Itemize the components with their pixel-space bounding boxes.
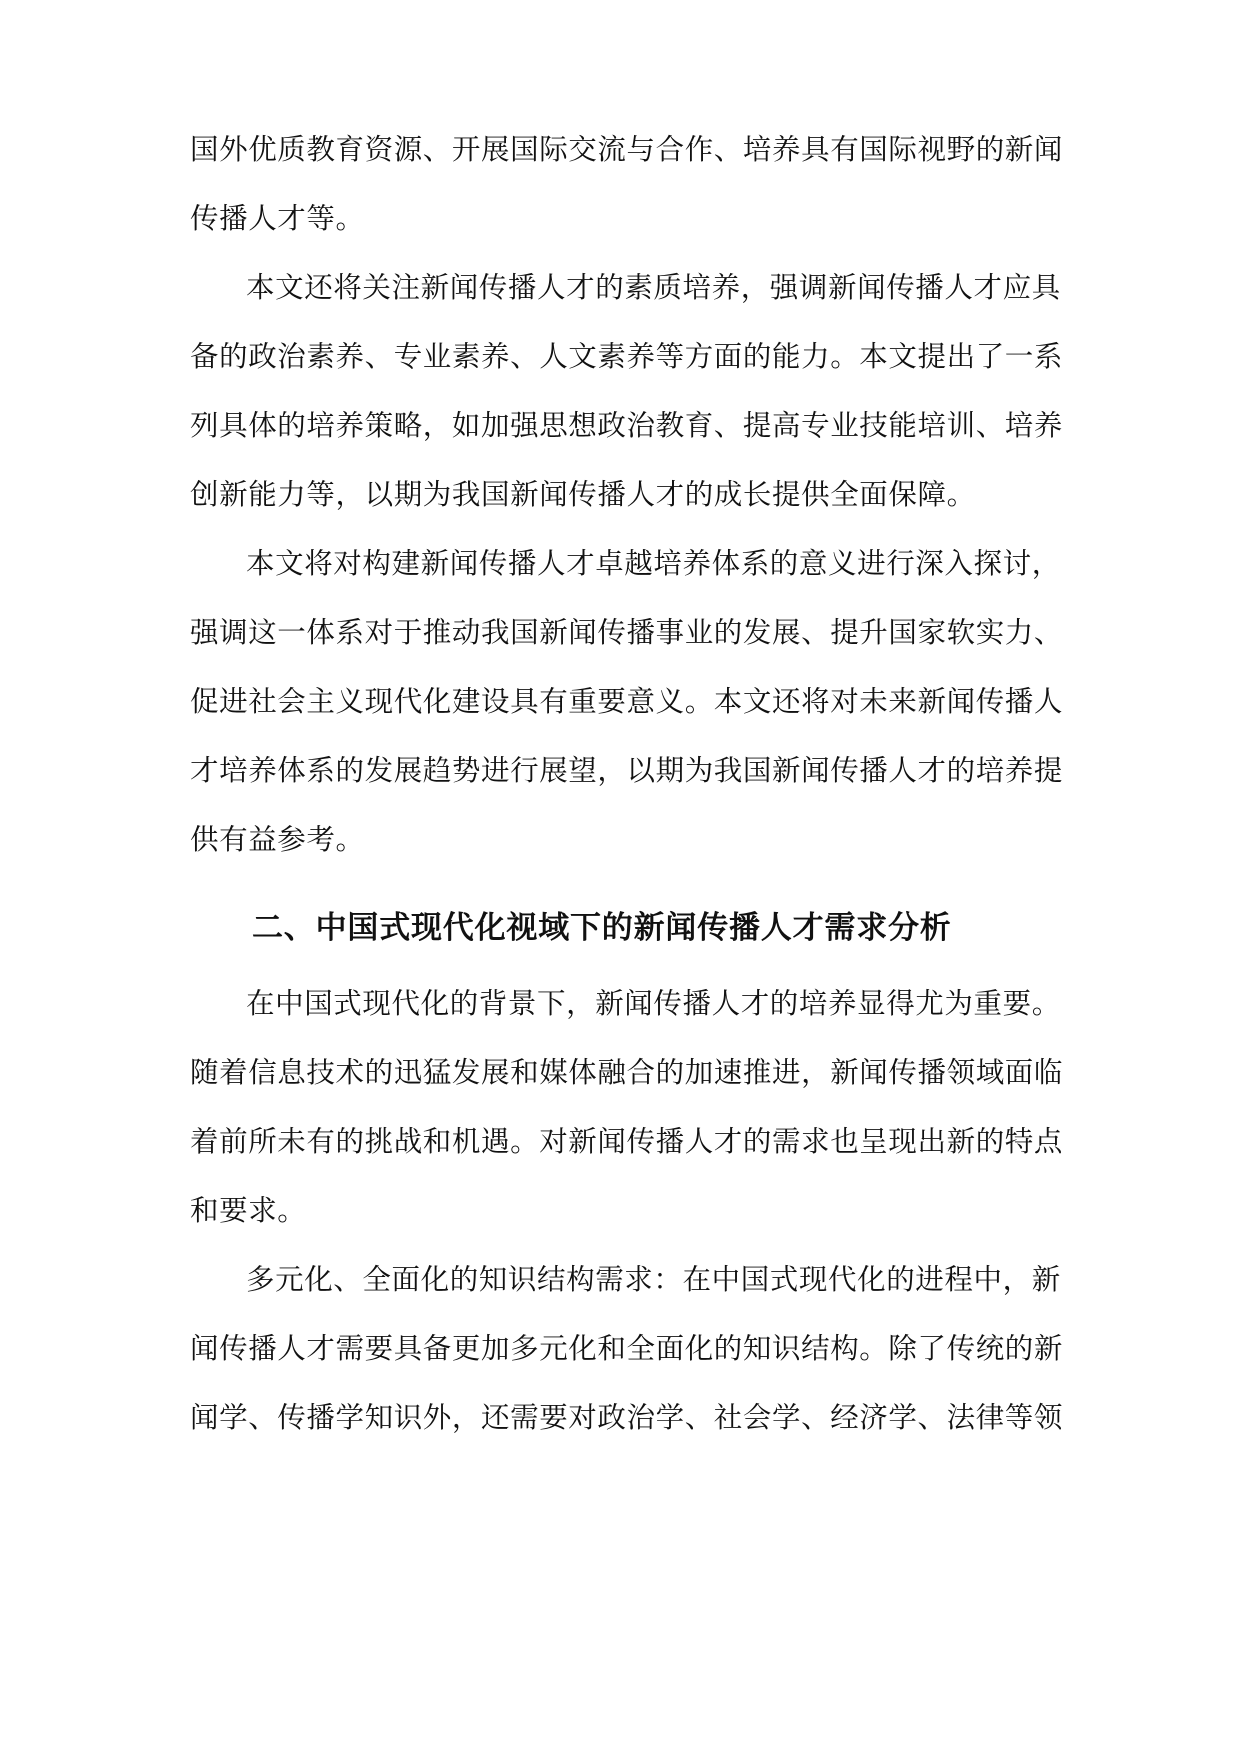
paragraph-3-line-4: 才培养体系的发展趋势进行展望，以期为我国新闻传播人才的培养提 — [190, 754, 1064, 787]
paragraph-3-line-1: 本文将对构建新闻传播人才卓越培养体系的意义进行深入探讨， — [246, 547, 1061, 580]
paragraph-3-line-3: 促进社会主义现代化建设具有重要意义。本文还将对未来新闻传播人 — [190, 685, 1064, 718]
paragraph-3-line-5: 供有益参考。 — [190, 823, 365, 856]
paragraph-1-line-2: 传播人才等。 — [190, 202, 365, 235]
paragraph-1-line-1: 国外优质教育资源、开展国际交流与合作、培养具有国际视野的新闻 — [190, 133, 1064, 166]
section-paragraph-1-line-1: 在中国式现代化的背景下，新闻传播人才的培养显得尤为重要。 — [246, 987, 1061, 1020]
section-paragraph-2-line-3: 闻学、传播学知识外，还需要对政治学、社会学、经济学、法律等领 — [190, 1401, 1064, 1434]
paragraph-2-line-2: 备的政治素养、专业素养、人文素养等方面的能力。本文提出了一系 — [190, 340, 1064, 373]
section-paragraph-1-line-2: 随着信息技术的迅猛发展和媒体融合的加速推进，新闻传播领域面临 — [190, 1056, 1064, 1089]
section-heading: 二、中国式现代化视域下的新闻传播人才需求分析 — [252, 910, 952, 946]
paragraph-3-line-2: 强调这一体系对于推动我国新闻传播事业的发展、提升国家软实力、 — [190, 616, 1064, 649]
section-paragraph-1-line-4: 和要求。 — [190, 1194, 307, 1227]
paragraph-2-line-1: 本文还将关注新闻传播人才的素质培养，强调新闻传播人才应具 — [246, 271, 1061, 304]
paragraph-2-line-3: 列具体的培养策略，如加强思想政治教育、提高专业技能培训、培养 — [190, 409, 1064, 442]
section-paragraph-1-line-3: 着前所未有的挑战和机遇。对新闻传播人才的需求也呈现出新的特点 — [190, 1125, 1064, 1158]
section-paragraph-2-line-1: 多元化、全面化的知识结构需求：在中国式现代化的进程中，新 — [246, 1263, 1061, 1296]
paragraph-2-line-4: 创新能力等，以期为我国新闻传播人才的成长提供全面保障。 — [190, 478, 976, 511]
section-paragraph-2-line-2: 闻传播人才需要具备更加多元化和全面化的知识结构。除了传统的新 — [190, 1332, 1064, 1365]
